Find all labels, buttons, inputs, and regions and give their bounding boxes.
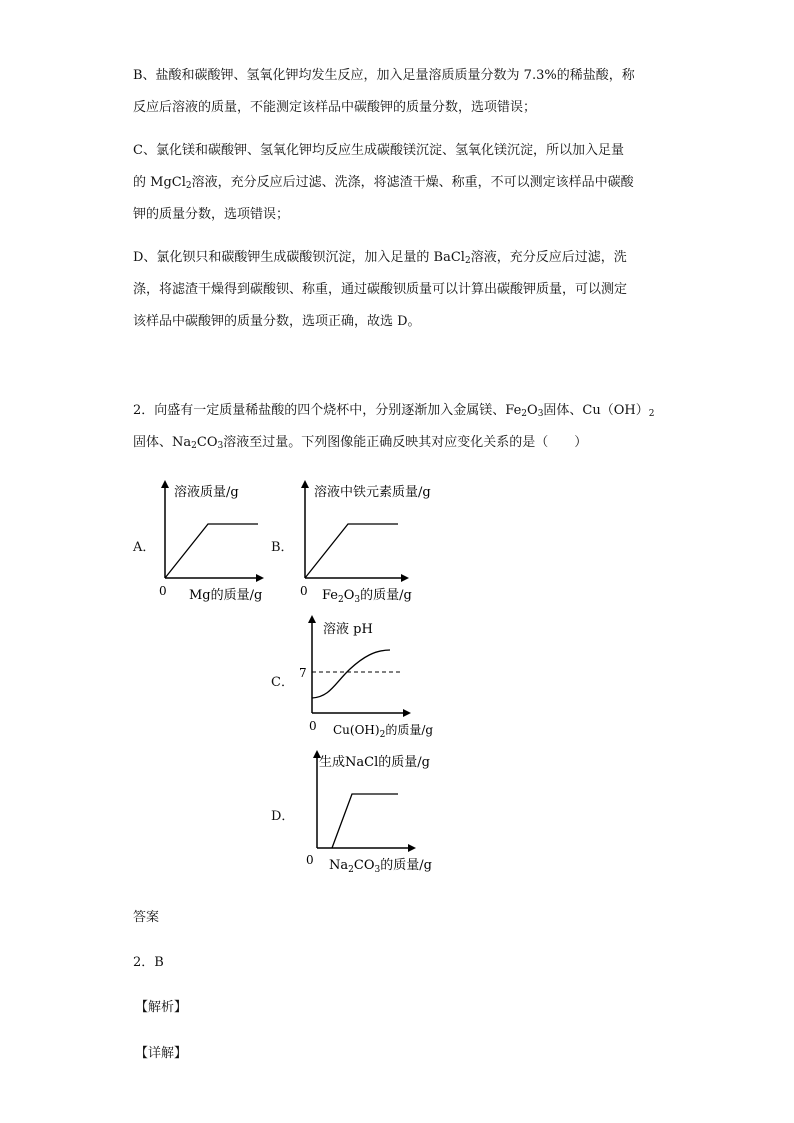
explanation-b-line1: B、盐酸和碳酸钾、氢氧化钾均发生反应，加入足量溶质质量分数为 7.3%的稀盐酸，称 — [133, 68, 635, 83]
graph-c-tick-7: 7 — [299, 666, 307, 680]
explanation-d-line1: D、氯化钡只和碳酸钾生成碳酸钡沉淀，加入足量的 BaCl$_2$溶液，充分反应后过滤，洗 — [133, 250, 627, 266]
graph-b-origin: 0 — [300, 584, 308, 598]
graph-c-xlabel: $Cu(OH)_2$的质量/g — [333, 723, 434, 740]
graph-d-xlabel: $Na_2CO_3$的质量/g — [329, 858, 432, 875]
graph-b — [290, 478, 450, 608]
graph-d — [302, 748, 462, 878]
graph-b-xlabel: $Fe_2O_3$的质量/g — [322, 588, 412, 605]
option-a-label: A． — [133, 540, 156, 555]
graph-a-ylabel: 溶液质量/g — [174, 485, 239, 500]
explanation-d-line2: 涤，将滤渣干燥得到碳酸钡、称重，通过碳酸钡质量可以计算出碳酸钾质量，可以测定 — [133, 282, 628, 297]
graph-d-origin: 0 — [306, 853, 314, 867]
graph-c — [295, 613, 455, 743]
graph-d-ylabel: 生成NaCl的质量/g — [319, 755, 430, 770]
answer-value: 2．B — [133, 955, 164, 970]
graph-a-origin: 0 — [159, 584, 167, 598]
graph-a — [150, 478, 275, 608]
analysis-heading: 【解析】 — [135, 1000, 188, 1015]
answer-heading: 答案 — [133, 910, 160, 925]
explanation-d-line3: 该样品中碳酸钾的质量分数，选项正确，故选 D。 — [133, 314, 421, 329]
graph-c-origin: 0 — [309, 719, 317, 733]
explanation-c-line3: 钾的质量分数，选项错误； — [133, 207, 290, 222]
graph-c-ylabel: 溶液 pH — [323, 622, 373, 637]
graph-a-xlabel: Mg的质量/g — [189, 588, 263, 603]
question-line2: 固体、$Na_2CO_3$溶液至过量。下列图像能正确反映其对应变化关系的是（ ） — [133, 435, 588, 451]
explanation-c-line2: 的 MgCl$_2$溶液，充分反应后过滤、洗涤，将滤渣干燥、称重，不可以测定该样品中碳酸 — [133, 175, 634, 191]
option-d-label: D． — [271, 809, 295, 824]
option-c-label: C． — [271, 675, 294, 690]
graph-b-ylabel: 溶液中铁元素质量/g — [314, 485, 431, 500]
detail-heading: 【详解】 — [135, 1046, 188, 1061]
explanation-c-line1: C、氯化镁和碳酸钾、氢氧化钾均反应生成碳酸镁沉淀、氢氧化镁沉淀，所以加入足量 — [133, 143, 624, 158]
question-line1: 2．向盛有一定质量稀盐酸的四个烧杯中，分别逐渐加入金属镁、$Fe_2O_3$固体、$Cu(OH)_2$ — [133, 403, 655, 419]
option-b-label: B． — [271, 540, 294, 555]
explanation-b-line2: 反应后溶液的质量，不能测定该样品中碳酸钾的质量分数，选项错误； — [133, 100, 537, 115]
